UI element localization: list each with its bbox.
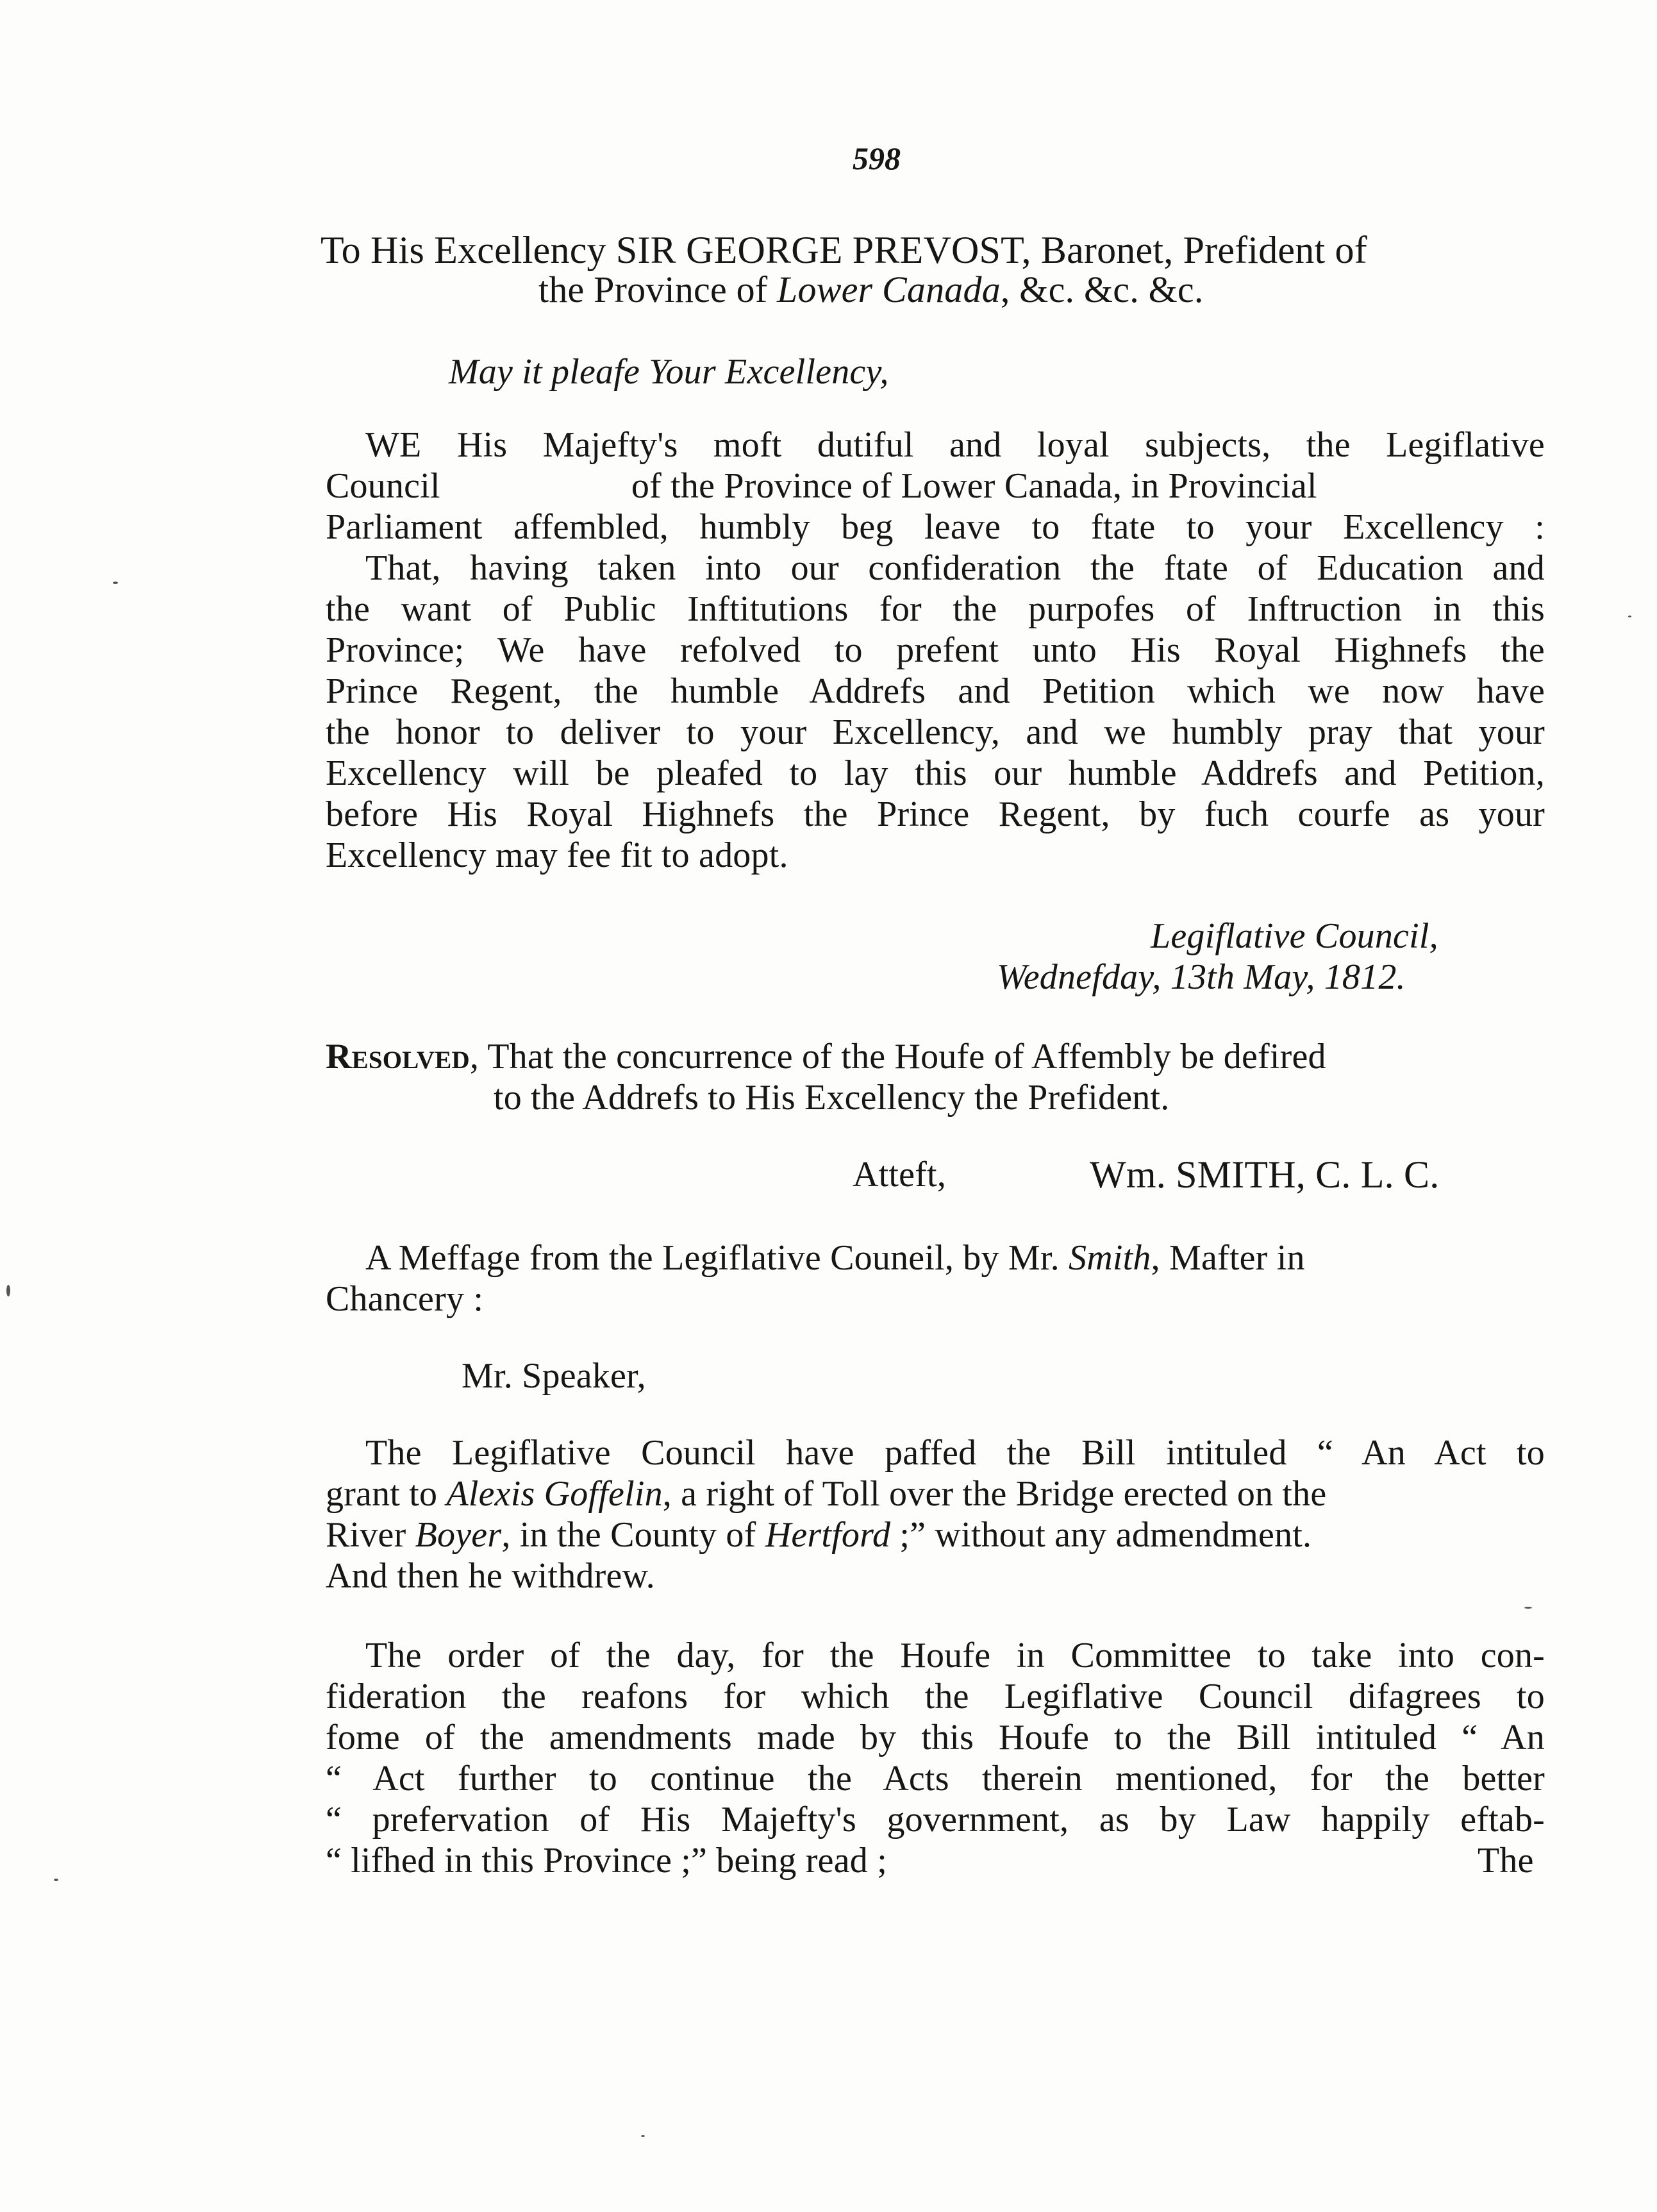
scan-speck [1628, 616, 1631, 617]
province-name: Lower Canada [777, 269, 1001, 310]
date-line: Wednefday, 13th May, 1812. [997, 957, 1406, 997]
message-line-3-c: , in the County of [501, 1515, 765, 1555]
order-line-5: “ prefervation of His Majefty's government, as by Law happily eftab- [326, 1800, 1545, 1839]
message-line-2-c: , a right of Toll over the Bridge erected on the [662, 1474, 1327, 1514]
catchword: The [1478, 1841, 1534, 1881]
order-line-6: “ lifhed in this Province ;” being read ; [326, 1841, 887, 1881]
address-heading-line-1: To His Excellency SIR GEORGE PREVOST, Baronet, Prefident of [321, 229, 1367, 271]
speaker-address: Mr. Speaker, [462, 1356, 646, 1396]
resolved-label: Resolved [326, 1037, 470, 1077]
address-body-line-11: Excellency may fee fit to adopt. [326, 835, 788, 875]
address-heading-etc: , &c. &c. &c. [1000, 269, 1204, 310]
message-intro-line-1 [365, 1237, 1545, 1278]
place-line: Legiflative Council, [1151, 916, 1438, 956]
address-heading-line-2 [538, 269, 1204, 310]
address-body-line-5: the want of Public Inftitutions for the purpofes of Inftruction in this [326, 589, 1545, 629]
salutation: May it pleafe Your Excellency, [449, 352, 889, 392]
address-body-line-9: Excellency will be pleafed to lay this our humble Addrefs and Petition, [326, 753, 1545, 793]
resolution-line-2: to the Addrefs to His Excellency the Prefident. [494, 1078, 1170, 1118]
message-intro-text: A Meffage from the Legiflative Couneil, by Mr. [365, 1238, 1069, 1278]
scan-speck [1524, 1607, 1532, 1609]
address-heading-text: the Province of [538, 269, 778, 310]
message-intro-title: , Mafter in [1151, 1238, 1305, 1278]
order-line-3: fome of the amendments made by this Houfe to the Bill intituled “ An [326, 1718, 1545, 1757]
order-line-2: fideration the reafons for which the Legiflative Council difagrees to [326, 1677, 1545, 1716]
river-name: Boyer [415, 1515, 502, 1555]
address-body-line-4: That, having taken into our confideration the ftate of Education and [365, 548, 1545, 588]
scan-speck [54, 1879, 58, 1881]
address-body-line-6: Province; We have refolved to prefent unto His Royal Highnefs the [326, 630, 1545, 670]
address-body-line-10: before His Royal Highnefs the Prince Regent, by fuch courfe as your [326, 794, 1545, 834]
address-body-line-7: Prince Regent, the humble Addrefs and Petition which we now have [326, 671, 1545, 711]
scan-speck [6, 1285, 10, 1296]
address-body-line-8: the honor to deliver to your Excellency, and we humbly pray that your [326, 712, 1545, 752]
resolution-text: , That the concurrence of the Houfe of Affembly be defired [469, 1037, 1326, 1077]
grantee-name: Alexis Goffelin [446, 1474, 663, 1514]
attest-signature: Wm. SMITH, C. L. C. [1090, 1153, 1440, 1196]
attest-word: Atteft, [853, 1155, 947, 1194]
message-line-4: And then he withdrew. [326, 1556, 655, 1596]
message-line-2-a: grant to [326, 1474, 447, 1514]
message-line-3-a: River [326, 1515, 415, 1555]
order-line-1: The order of the day, for the Houfe in Committee to take into con- [365, 1636, 1545, 1675]
message-line-3-e: ;” without any admendment. [890, 1515, 1312, 1555]
address-body-line-1: WE His Majefty's moft dutiful and loyal subjects, the Legiflative [365, 425, 1545, 465]
scan-speck [641, 2135, 645, 2137]
message-line-2 [326, 1473, 1326, 1514]
messenger-name: Smith [1069, 1238, 1151, 1278]
scan-speck [113, 582, 118, 584]
resolution-line-1 [326, 1036, 1545, 1077]
message-intro-line-2: Chancery : [326, 1279, 484, 1319]
order-line-4: “ Act further to continue the Acts therein mentioned, for the better [326, 1759, 1545, 1798]
address-body-line-3: Parliament affembled, humbly beg leave to ftate to your Excellency : [326, 507, 1545, 547]
message-line-1: The Legiflative Council have paffed the Bill intituled “ An Act to [365, 1433, 1545, 1473]
address-body-line-2: Council of the Province of Lower Canada, in Provincial [326, 466, 1317, 506]
message-line-3 [326, 1514, 1311, 1555]
county-name: Hertford [765, 1515, 891, 1555]
page-number: 598 [853, 140, 901, 176]
